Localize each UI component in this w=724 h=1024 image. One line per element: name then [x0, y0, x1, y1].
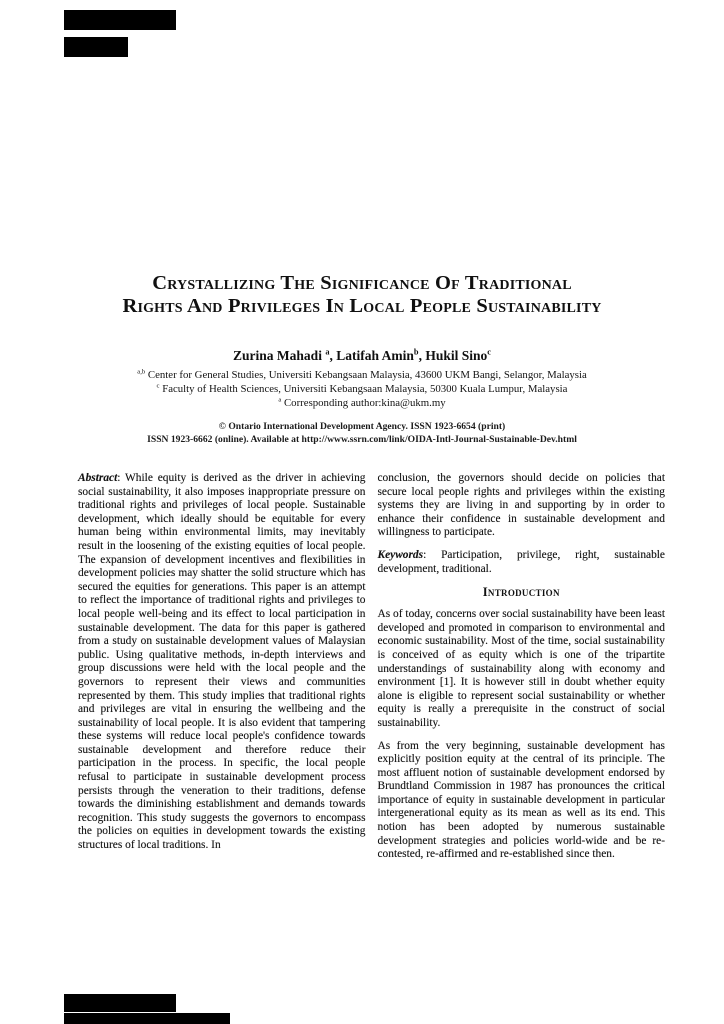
publisher-issn-url-line: ISSN 1923-6662 (online). Available at http://www.ssrn.com/link/OIDA-Intl-Journal-Sustainable-Dev.html [147, 433, 577, 445]
paper-title [40, 272, 684, 318]
scan-artifact-mark-top-2 [64, 37, 128, 57]
affiliation-2-sup: c [156, 382, 160, 390]
author-2: Latifah Amin [336, 348, 414, 363]
keywords-text: : Participation, privilege, right, sustainable development, traditional. [377, 548, 665, 575]
keywords-paragraph [378, 549, 666, 576]
author-separator: , [418, 348, 426, 363]
abstract-label: Abstract [78, 472, 118, 484]
two-column-body [78, 472, 665, 1024]
author-3-affiliation-sup: c [487, 347, 491, 357]
title-line-2: Rights And Privileges In Local People Sustainability [122, 295, 602, 317]
left-column [78, 472, 366, 1024]
corresponding-author-sup: a [278, 396, 282, 404]
affiliation-1-sup: a,b [137, 368, 146, 376]
introduction-heading: Introduction [482, 585, 560, 600]
author-3: Hukil Sino [425, 348, 488, 363]
affiliation-line-1 [0, 368, 724, 382]
scan-artifact-mark-top-1 [64, 10, 176, 30]
corresponding-author-text: Corresponding author:kina@ukm.my [281, 397, 446, 409]
abstract-text: : While equity is derived as the driver in achieving social sustainability, it also imposes inappropriate pressure on traditional rights and privileges of local people. Sustainable development, which ideally should be equitable for every human being within environmental limits, may inevitably result in the loosening of the existing equities of local people. The expansion of development incentives and flexibilities in development policies may shatter the solid structure which has secured the equities for generations. This paper is an attempt to reflect the importance of traditional rights and privileges to local people well-being and its effect to local participation in sustainable development. The data for this paper is gathered from a study on sustainable development values of Malaysian public. Using qualitative methods, in-depth interviews and group discussions were held with the local people and the governors to represent their views and communities represented by them. This study implies that traditional rights and privileges are vital in ensuring the wellbeing and the sustainability of local people. It is also evident that tampering these systems will reduce local people's confidence towards sustainable development and therefore reduce their participation in the process. In specific, the local people refusal to participate in sustainable development process persists through the veneration to their traditions, defense towards the diminishing establishment and demands towards recognition. This study suggests the governors to encompass the policies on equities in development towards the existing structures of local traditions. In [78, 472, 366, 852]
corresponding-author-line [0, 396, 724, 410]
author-1: Zurina Mahadi [233, 348, 326, 363]
introduction-paragraph-1: As of today, concerns over social sustainability have been least developed and promoted in comparison to environmental and economic sustainability. Most of the time, social sustainability is conceived of as equity which is one of the tripartite understandings of sustainability along with economy and environment [1]. It is however still in doubt whether equity alone is eligible to represent social sustainability or whether equity is really a prerequisite in the construct of social sustainability. [377, 608, 665, 729]
publisher-copyright-line: © Ontario International Development Agency. ISSN 1923-6654 (print) [218, 421, 506, 432]
authors-line [0, 348, 724, 364]
affiliation-2-text: Faculty of Health Sciences, Universiti Kebangsaan Malaysia, 50300 Kuala Lumpur, Malaysia [159, 383, 568, 395]
author-separator: , [329, 348, 337, 363]
abstract-continuation-paragraph: conclusion, the governors should decide on policies that secure local people rights and privileges within the existing systems they are living in and supporting by in order to enhance their confidence in sustainable development and willingness to participate. [377, 472, 665, 539]
publisher-block [0, 421, 724, 446]
affiliation-line-2 [0, 382, 724, 396]
affiliation-1-text: Center for General Studies, Universiti Kebangsaan Malaysia, 43600 UKM Bangi, Selangor, Malaysia [145, 369, 587, 381]
author-2-affiliation-sup: b [413, 347, 419, 357]
right-column [378, 472, 666, 1024]
introduction-paragraph-2: As from the very beginning, sustainable development has explicitly position equity at the central of its principle. The most affluent notion of sustainable development endorsed by Brundtland Commission in 1987 has pronounces the critical importance of equity in sustainable development in particular intergenerational equity as its mean as well as its end. This notion has been adopted by numerous sustainable development strategies and policies world-wide and be re-contested, re-affirmed and re-established since then. [377, 739, 665, 861]
author-1-affiliation-sup: a [325, 347, 330, 357]
affiliations-block [0, 368, 724, 410]
title-line-1: Crystallizing The Significance Of Traditional [152, 272, 572, 294]
keywords-label: Keywords [377, 548, 424, 561]
abstract-paragraph [78, 472, 366, 853]
